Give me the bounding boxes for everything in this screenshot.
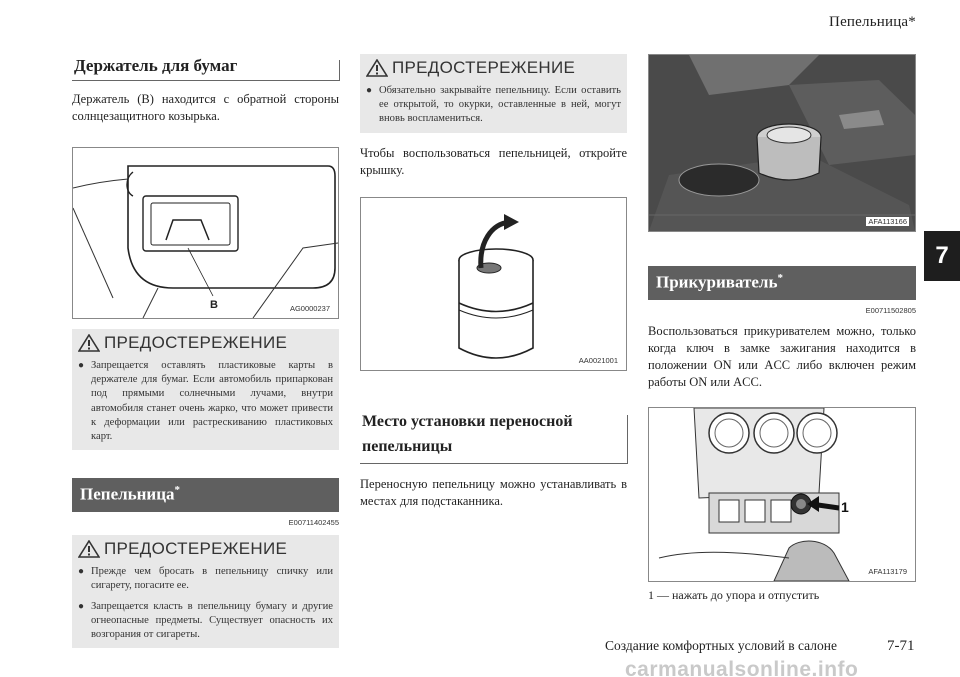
footer-page-number: 7-71	[887, 638, 915, 654]
warning-triangle-icon	[366, 59, 388, 77]
lighter-code: E00711502805	[865, 306, 916, 315]
warning-item: ● Запрещается оставлять пластиковые карты в держателе для бумаг. Если автомобиль припаркован под прямыми солнечными лучами, внутри автомобиля станет очень жарко, что может привести к деформации или растрескиванию пластиковых карт.	[78, 359, 333, 444]
right-column	[648, 54, 916, 603]
cupholder-illustration	[649, 55, 915, 231]
ashtray-heading-text: Пепельница	[80, 484, 175, 504]
chapter-tab: 7	[924, 231, 960, 281]
warning-item: ● Запрещается класть в пепельницу бумагу и другие огнеопасные предметы. Существует опасность их возгорания от сигареты.	[78, 600, 333, 643]
fig1-callout-b: B	[210, 299, 218, 311]
sun-visor-figure	[72, 147, 339, 319]
location-heading: Место установки переносной пепельницы	[360, 405, 627, 464]
warning-title: ПРЕДОСТЕРЕЖЕНИЕ	[392, 58, 576, 77]
watermark-text: carmanualsonline.info	[625, 658, 859, 677]
location-text: Переносную пепельницу можно устанавливать в местах для подстаканника.	[360, 476, 627, 508]
warning-box-ashtray	[72, 535, 339, 648]
fig1-label: AG0000237	[289, 304, 330, 313]
ashtray-code: E00711402455	[288, 518, 339, 528]
warning-triangle-icon	[78, 334, 100, 352]
cupholder-figure	[648, 54, 916, 232]
lighter-text: Воспользоваться прикуривателем можно, только когда ключ в замке зажигания находится в положении ON или ACC либо включен режим работы ON или ACC.	[648, 324, 916, 389]
lighter-figure	[648, 407, 916, 582]
lighter-legend: 1 — нажать до упора и отпустить	[648, 588, 820, 602]
page-header-title: Пепельница*	[829, 14, 916, 30]
lighter-heading-text: Прикуриватель	[656, 272, 778, 292]
footer-section-title: Создание комфортных условий в салоне	[605, 638, 837, 653]
warning-title: ПРЕДОСТЕРЕЖЕНИЕ	[104, 333, 288, 352]
warning-box-paper-holder	[72, 329, 339, 450]
lighter-heading-star: *	[777, 272, 783, 284]
cigarette-lighter-illustration	[649, 408, 915, 581]
ashtray-heading-star: *	[174, 484, 181, 497]
ashtray-heading	[72, 478, 339, 512]
warning-box-close-ashtray	[360, 54, 627, 133]
lighter-heading	[648, 266, 916, 300]
paper-holder-text: Держатель (B) находится с обратной стороны солнцезащитного козырька.	[72, 92, 339, 123]
warning-item: ● Обязательно закрывайте пепельницу. Если оставить ее открытой, то окурки, оставленные в ней, могут вновь воспламениться.	[366, 84, 621, 127]
fig2-label: AA0021001	[578, 355, 618, 365]
portable-ashtray-illustration	[361, 198, 626, 370]
paper-holder-heading: Держатель для бумаг	[72, 50, 339, 81]
ashtray-use-text: Чтобы воспользоваться пепельницей, откройте крышку.	[360, 145, 627, 177]
fig4-label: AFA113179	[868, 567, 907, 576]
warning-title: ПРЕДОСТЕРЕЖЕНИЕ	[104, 539, 288, 559]
warning-triangle-icon	[78, 540, 100, 558]
ashtray-figure	[360, 197, 627, 371]
warning-item: ● Прежде чем бросать в пепельницу спичку или сигарету, погасите ее.	[78, 565, 333, 593]
sun-visor-illustration	[73, 148, 338, 318]
fig4-callout-1: 1	[841, 499, 849, 515]
left-column	[72, 50, 339, 648]
middle-column	[360, 54, 627, 510]
fig3-label: AFA113166	[868, 217, 907, 226]
